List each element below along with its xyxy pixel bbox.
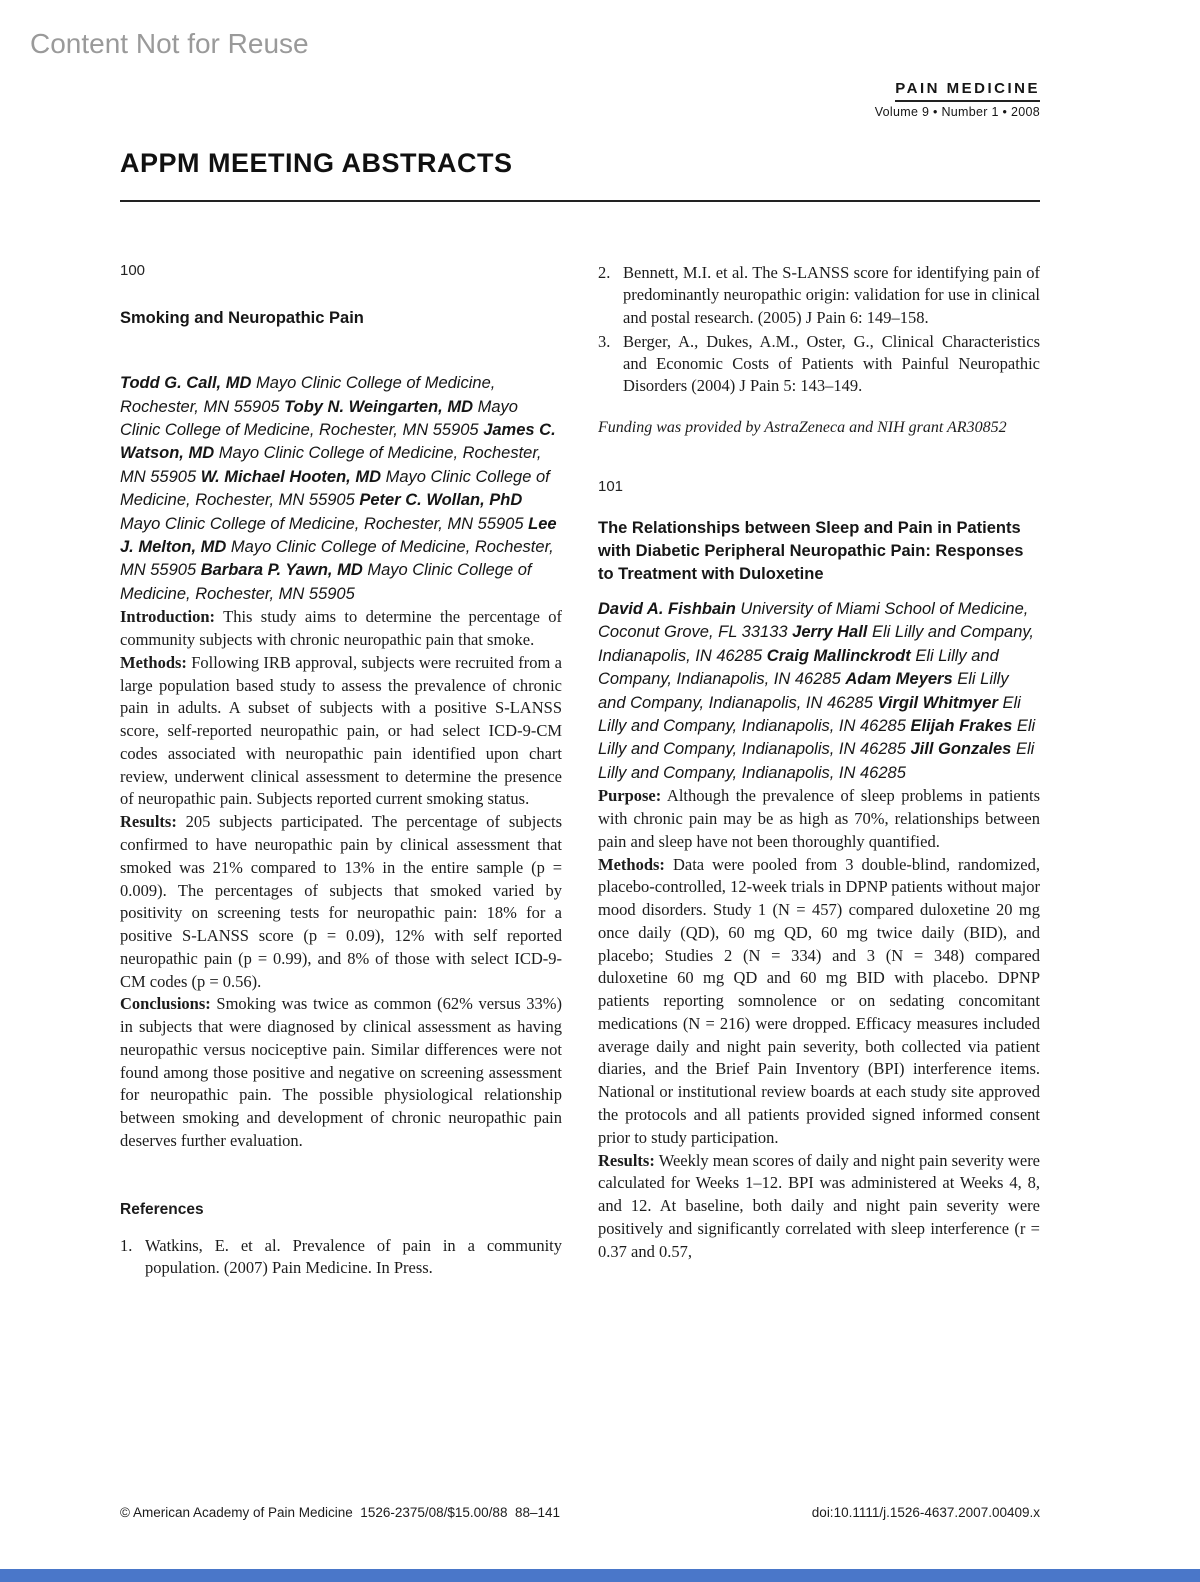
paragraph-label: Purpose:: [598, 786, 662, 806]
watermark-text: Content Not for Reuse: [30, 28, 309, 59]
paragraph-text: 205 subjects participated. The percentage of subjects confirmed to have neuropathic pain by clinical assessment that smoked was 21% compared to 13% in the entire sample (p = 0.009). The percentages of subjects that smoked varied by positivity on screening tests for neuropathic pain: 18% for a positive S-LANSS score (p = 0.09), 12% with self reported neuropathic pain (p = 0.99), and 8% of those with select ICD-9-CM codes (p = 0.56).: [120, 812, 562, 991]
reference-item-3: [598, 331, 1040, 398]
footer-copyright: © American Academy of Pain Medicine 1526-2375/08/$15.00/88 88–141: [120, 1505, 560, 1520]
paragraph-results: [120, 811, 562, 993]
author-affiliation: University of Miami School of Medicine, Coconut Grove, FL 33133: [598, 599, 1029, 642]
author-affiliation: Mayo Clinic College of Medicine, Rochester, MN 55905: [120, 397, 518, 439]
paragraph-label: Conclusions:: [120, 994, 211, 1014]
author-name: Lee J. Melton, MD: [120, 514, 557, 557]
paragraph-methods-101: [598, 854, 1040, 1150]
content-columns: [120, 262, 1040, 1281]
author-name: Barbara P. Yawn, MD: [200, 561, 368, 580]
paragraph-text: This study aims to determine the percentage of community subjects with chronic neuropathic pain that smoke.: [120, 607, 563, 650]
page-title: APPM MEETING ABSTRACTS: [120, 148, 513, 178]
author-name: Todd G. Call, MD: [120, 374, 256, 393]
paragraph-label: Methods:: [598, 854, 665, 874]
abstract-title-101: The Relationships between Sleep and Pain in Patients with Diabetic Peripheral Neuropathic Pain: Responses to Treatment with Duloxetine: [598, 518, 1024, 583]
author-name: W. Michael Hooten, MD: [200, 467, 386, 486]
author-name: Jerry Hall: [792, 623, 872, 642]
paragraph-purpose: [598, 785, 1040, 853]
paragraph-introduction: [120, 606, 562, 652]
reference-text: Bennett, M.I. et al. The S-LANSS score for identifying pain of predominantly neuropathic origin: validation for use in clinical and postal research. (2005) J Pain 6: 149–158.: [623, 263, 1040, 327]
author-affiliation: Mayo Clinic College of Medicine, Rochester, MN 55905: [120, 561, 532, 603]
abstract-title-100: Smoking and Neuropathic Pain: [120, 309, 364, 327]
author-name: Adam Meyers: [845, 670, 958, 689]
author-affiliation: Eli Lilly and Company, Indianapolis, IN 46285: [598, 670, 1009, 712]
reference-text: Watkins, E. et al. Prevalence of pain in a community population. (2007) Pain Medicine. In Press.: [145, 1235, 562, 1277]
author-name: Jill Gonzales: [910, 740, 1016, 759]
author-name: Toby N. Weingarten, MD: [284, 397, 478, 416]
author-name: Peter C. Wollan, PhD: [359, 491, 523, 510]
paragraph-methods: [120, 652, 562, 811]
author-list-101: [598, 598, 1040, 785]
author-name: Craig Mallinckrodt: [766, 646, 916, 665]
reference-item-1: [120, 1235, 562, 1280]
author-affiliation: Eli Lilly and Company, Indianapolis, IN 46285: [598, 693, 1021, 735]
author-affiliation: Mayo Clinic College of Medicine, Rochester, MN 55905: [120, 444, 542, 486]
paragraph-results-101: [598, 1150, 1040, 1264]
paragraph-label: Results:: [120, 812, 177, 832]
journal-header: [875, 80, 1040, 119]
reference-text: Berger, A., Dukes, A.M., Oster, G., Clinical Characteristics and Economic Costs of Patients with Painful Neuropathic Disorders (2004) J Pain 5: 143–149.: [623, 331, 1040, 396]
reference-number: 1.: [120, 1235, 133, 1255]
abstract-number-101: 101: [598, 477, 624, 495]
author-affiliation: Mayo Clinic College of Medicine, Rochester, MN 55905: [120, 538, 554, 580]
left-column: [120, 262, 562, 1281]
abstract-number-100: 100: [120, 262, 146, 279]
journal-name: PAIN MEDICINE: [895, 80, 1040, 102]
title-rule: [120, 200, 1040, 202]
author-affiliation: Mayo Clinic College of Medicine, Rochester, MN 55905: [120, 514, 529, 533]
author-affiliation: Mayo Clinic College of Medicine, Rochester, MN 55905: [120, 374, 496, 416]
footer-doi: doi:10.1111/j.1526-4637.2007.00409.x: [811, 1505, 1040, 1520]
references-heading: References: [120, 1200, 204, 1218]
author-name: James C. Watson, MD: [120, 420, 556, 463]
journal-issue: Volume 9 • Number 1 • 2008: [874, 105, 1040, 119]
reference-item-2: [598, 262, 1040, 329]
author-affiliation: Eli Lilly and Company, Indianapolis, IN 46285: [598, 646, 999, 689]
page-footer: [120, 1505, 1040, 1520]
author-affiliation: Eli Lilly and Company, Indianapolis, IN 46285: [598, 740, 1035, 782]
paragraph-label: Results:: [598, 1150, 655, 1170]
paragraph-label: Introduction:: [120, 607, 216, 627]
paragraph-text: Data were pooled from 3 double-blind, randomized, placebo-controlled, 12-week trials in DPNP patients without major mood disorders. Study 1 (N = 457) compared duloxetine 20 mg once daily (QD), 60 mg QD, 60 mg twice daily (BID), and placebo; Studies 2 (N = 334) and 3 (N = 348) compared duloxetine 60 mg QD and 60 mg BID with placebo. DPNP patients reporting somnolence or on sedating concomitant medications (N = 216) were dropped. Efficacy measures included average daily and night pain severity, both collected via patient diaries, and the Brief Pain Inventory (BPI) interference items. National or institutional review boards at each study site approved the protocols and all patients provided signed informed consent prior to study participation.: [598, 854, 1041, 1147]
paragraph-text: Following IRB approval, subjects were recruited from a large population based study to assess the prevalence of chronic pain in adults. A subset of subjects with a positive S-LANSS score, self-reported neuropathic pain, or had select ICD-9-CM codes associated with neuropathic pain identified upon chart review, underwent clinical assessment to determine the presence of neuropathic pain. Subjects reported current smoking status.: [120, 652, 562, 809]
paragraph-text: Although the prevalence of sleep problems in patients with chronic pain may be as high as 70%, relationships between pain and sleep have not been thoroughly quantified.: [598, 786, 1040, 851]
paragraph-label: Methods:: [120, 652, 187, 672]
paragraph-text: Smoking was twice as common (62% versus 33%) in subjects that were diagnosed by clinical assessment as having neuropathic versus nociceptive pain. Similar differences were not found among those positive and negative on screening assessment for neuropathic pain. The possible physiological relationship between smoking and development of chronic neuropathic pain deserves further evaluation.: [120, 994, 562, 1150]
paragraph-conclusions: [120, 993, 562, 1152]
author-affiliation: Mayo Clinic College of Medicine, Rochester, MN 55905: [120, 467, 550, 510]
reference-number: 2.: [598, 263, 611, 282]
reference-number: 3.: [598, 331, 611, 351]
paragraph-text: Weekly mean scores of daily and night pain severity were calculated for Weeks 1–12. BPI was administered at Weeks 4, 8, and 12. At baseline, both daily and night pain severity were positively and significantly correlated with sleep interference (r = 0.37 and 0.57,: [598, 1150, 1041, 1261]
right-column: [598, 262, 1040, 1281]
funding-statement: Funding was provided by AstraZeneca and NIH grant AR30852: [598, 418, 1007, 436]
author-affiliation: Eli Lilly and Company, Indianapolis, IN 46285: [598, 623, 1034, 665]
bottom-blue-bar: [0, 1569, 1200, 1582]
author-name: Virgil Whitmyer: [877, 693, 1003, 712]
author-list-100: [120, 372, 562, 606]
author-affiliation: Eli Lilly and Company, Indianapolis, IN 46285: [598, 716, 1036, 759]
author-name: Elijah Frakes: [910, 716, 1017, 735]
author-name: David A. Fishbain: [598, 599, 741, 618]
